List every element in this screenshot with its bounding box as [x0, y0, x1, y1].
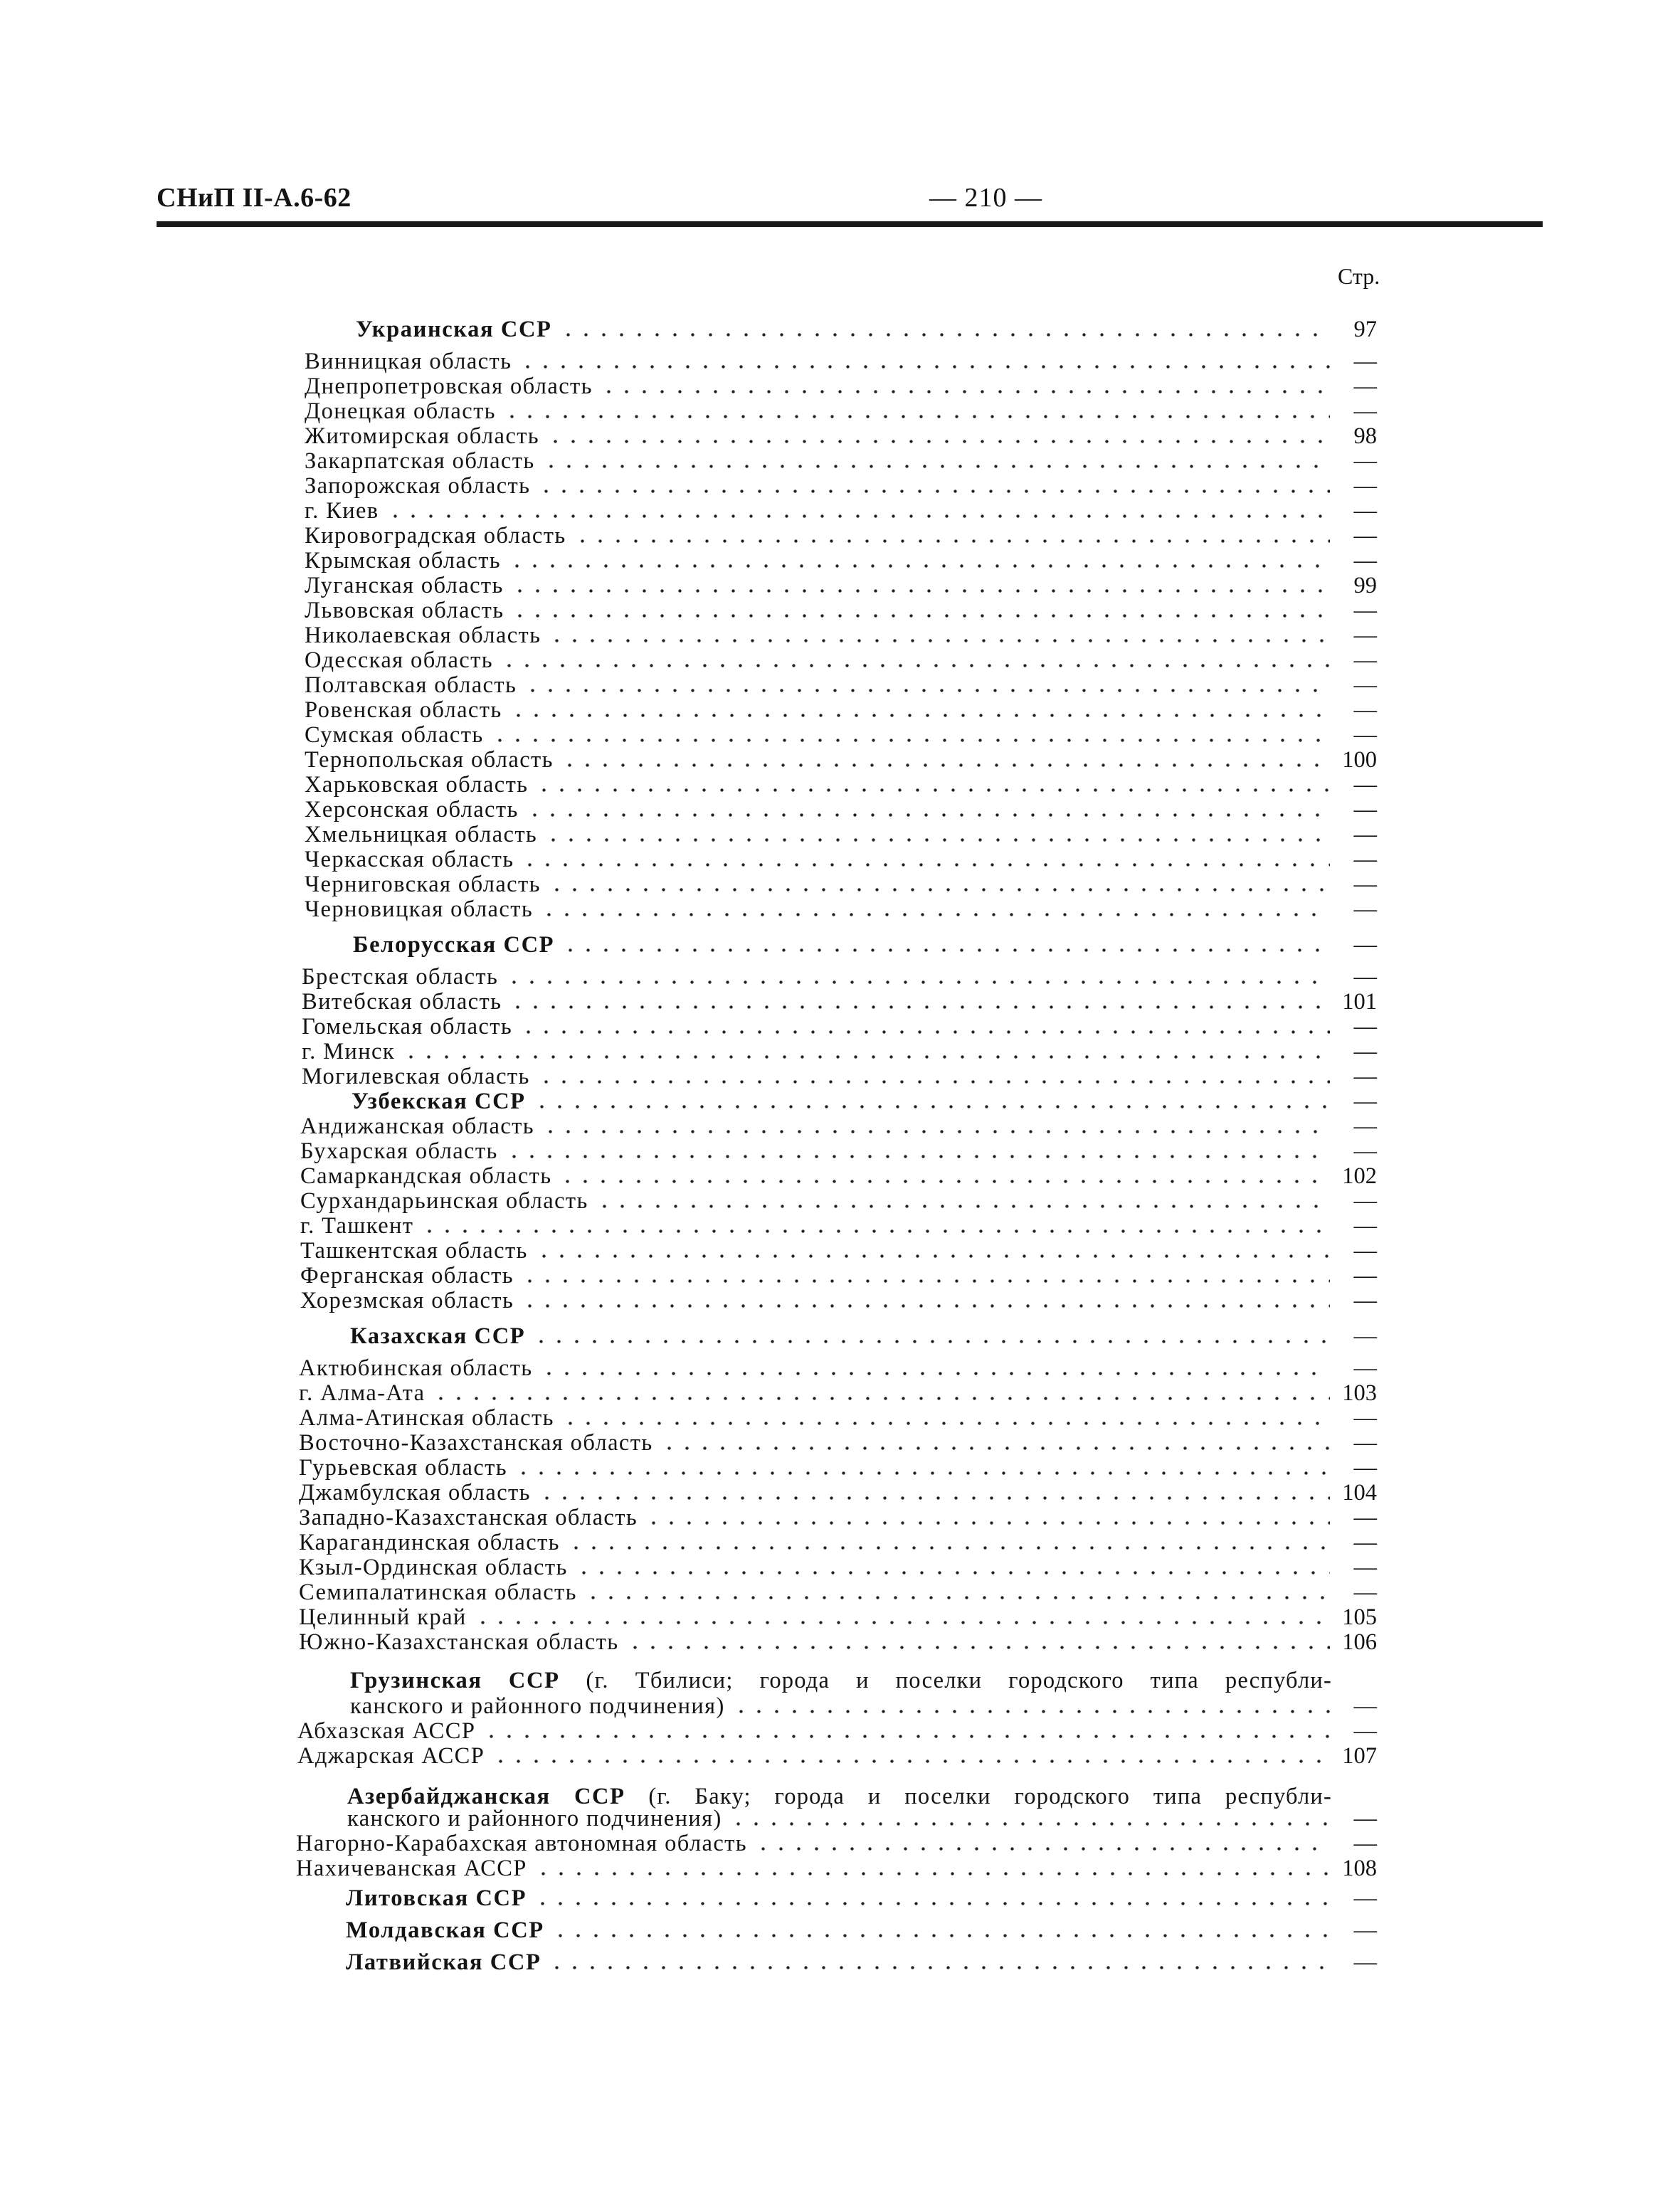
toc-entry — [305, 523, 1377, 549]
dot-leader — [505, 964, 1330, 990]
page-ref: — — [1353, 1238, 1377, 1264]
section-note-continued: канского и районного подчинения) — [347, 1806, 722, 1831]
toc-entry — [305, 672, 1377, 698]
entry-label: Херсонская область — [305, 797, 519, 822]
section-title: Грузинская ССР — [350, 1668, 560, 1693]
toc-entry — [297, 1718, 1377, 1744]
entry-label: Хорезмская область — [300, 1288, 514, 1313]
dot-leader — [503, 398, 1330, 424]
entry-label: Аджарская АССР — [297, 1743, 485, 1769]
dot-leader — [521, 847, 1330, 872]
page-ref: 99 — [1353, 573, 1377, 598]
toc-entry — [299, 1480, 1377, 1506]
entry-label: Черкасская область — [305, 847, 514, 872]
page-ref: — — [1353, 1555, 1377, 1580]
toc-entry — [302, 964, 1377, 990]
dot-leader — [567, 1530, 1330, 1555]
page-ref: — — [1353, 1188, 1377, 1214]
toc-entry — [299, 1505, 1377, 1530]
page-ref: — — [1353, 623, 1377, 648]
toc-entry — [299, 1580, 1377, 1605]
dot-leader — [509, 697, 1330, 723]
dot-leader — [526, 797, 1330, 822]
section-title: Литовская ССР — [346, 1885, 527, 1911]
toc-entry — [305, 448, 1377, 474]
page-ref: 104 — [1342, 1480, 1377, 1506]
dot-leader — [660, 1430, 1330, 1456]
entry-label: Ферганская область — [300, 1263, 514, 1289]
toc-entry — [305, 374, 1377, 399]
toc-entry — [305, 697, 1377, 723]
toc-entry — [299, 1604, 1377, 1630]
page-ref: — — [1353, 548, 1377, 573]
dot-leader — [514, 1455, 1330, 1481]
page-ref: 102 — [1342, 1163, 1377, 1189]
dot-leader — [535, 772, 1330, 798]
page-ref: — — [1353, 1039, 1377, 1064]
dot-leader — [532, 1323, 1330, 1349]
dot-leader — [561, 932, 1330, 958]
section-note-continued: канского и районного подчинения) — [350, 1693, 725, 1719]
toc-entry — [300, 1138, 1377, 1164]
dot-leader — [548, 623, 1330, 648]
page-ref: — — [1353, 349, 1377, 374]
toc-entry — [297, 1743, 1377, 1769]
entry-label: Запорожская область — [305, 473, 531, 499]
toc-section-heading — [352, 1089, 1377, 1114]
page-ref: 105 — [1342, 1604, 1377, 1630]
toc-section-heading — [346, 1949, 1377, 1975]
page-ref: 106 — [1342, 1629, 1377, 1655]
dot-leader — [575, 1555, 1330, 1580]
dot-leader — [559, 1163, 1330, 1189]
dot-leader — [596, 1188, 1330, 1214]
entry-label: Самаркандская область — [300, 1163, 552, 1189]
toc-section-heading — [350, 1323, 1377, 1349]
page-ref: — — [1353, 647, 1377, 673]
dot-leader — [519, 1014, 1330, 1039]
entry-label: Сумская область — [305, 722, 484, 748]
dot-leader — [492, 1743, 1330, 1769]
entry-label: Черновицкая область — [305, 896, 534, 922]
entry-label: Днепропетровская область — [305, 374, 593, 399]
page-ref: — — [1353, 1138, 1377, 1164]
page-ref: — — [1353, 1014, 1377, 1039]
entry-label: Карагандинская область — [299, 1530, 560, 1555]
page-ref: 107 — [1342, 1743, 1377, 1769]
toc-entry — [302, 1064, 1377, 1089]
dot-leader — [645, 1505, 1330, 1530]
entry-label: Нахичеванская АССР — [296, 1856, 527, 1881]
entry-label: Черниговская область — [305, 872, 541, 897]
entry-label: Одесская область — [305, 647, 493, 673]
entry-label: Ташкентская область — [300, 1238, 528, 1264]
toc-entry — [305, 722, 1377, 748]
toc-entry — [299, 1355, 1377, 1381]
dot-leader — [729, 1806, 1330, 1831]
toc-entry — [350, 1693, 1377, 1719]
toc-entry — [305, 772, 1377, 798]
dot-leader — [561, 1405, 1330, 1431]
page-ref: 98 — [1353, 423, 1377, 449]
dot-leader — [537, 473, 1330, 499]
section-title: Азербайджанская ССР — [347, 1784, 625, 1809]
dot-leader — [491, 722, 1330, 748]
toc-entry — [305, 473, 1377, 499]
page-ref: — — [1353, 1089, 1377, 1114]
dot-leader — [505, 1138, 1330, 1164]
dot-leader — [754, 1831, 1330, 1856]
entry-label: Винницкая область — [305, 349, 512, 374]
dot-leader — [482, 1718, 1330, 1744]
page-ref: — — [1353, 374, 1377, 399]
document-code: СНиП II-А.6-62 — [157, 183, 352, 213]
dot-leader — [540, 896, 1330, 922]
entry-label: Сурхандарьинская область — [300, 1188, 588, 1214]
dot-leader — [421, 1213, 1330, 1239]
page-ref: — — [1353, 1064, 1377, 1089]
page-ref: — — [1353, 1288, 1377, 1313]
page-ref: — — [1353, 448, 1377, 474]
dot-leader — [559, 317, 1331, 342]
page-ref: — — [1353, 872, 1377, 897]
page-ref: 103 — [1342, 1380, 1377, 1406]
dot-leader — [519, 349, 1330, 374]
page-ref: — — [1353, 523, 1377, 549]
dot-leader — [509, 989, 1330, 1015]
entry-label: г. Минск — [302, 1039, 396, 1064]
dot-leader — [521, 1263, 1330, 1289]
entry-label: Алма-Атинская область — [299, 1405, 554, 1431]
dot-leader — [600, 374, 1330, 399]
entry-label: Гомельская область — [302, 1014, 513, 1039]
dot-leader — [533, 1089, 1330, 1114]
dot-leader — [402, 1039, 1330, 1064]
page-ref: — — [1353, 1885, 1377, 1911]
entry-label: Бухарская область — [300, 1138, 498, 1164]
toc-entry — [300, 1113, 1377, 1139]
dot-leader — [574, 523, 1330, 549]
entry-label: Донецкая область — [305, 398, 496, 424]
page-ref: — — [1353, 1831, 1377, 1856]
toc-entry — [305, 623, 1377, 648]
dot-leader — [538, 1480, 1330, 1506]
entry-label: Южно-Казахстанская область — [299, 1629, 619, 1655]
page-ref: — — [1353, 1430, 1377, 1456]
entry-label: Брестская область — [302, 964, 499, 990]
entry-label: Семипалатинская область — [299, 1580, 577, 1605]
toc-entry — [299, 1455, 1377, 1481]
dot-leader — [541, 1113, 1330, 1139]
page-ref: — — [1353, 896, 1377, 922]
dot-leader — [386, 498, 1330, 524]
page-ref: — — [1353, 797, 1377, 822]
entry-label: Львовская область — [305, 598, 504, 623]
toc-entry — [299, 1380, 1377, 1406]
entry-label: Тернопольская область — [305, 747, 554, 773]
dot-leader — [626, 1629, 1330, 1655]
toc-entry — [305, 573, 1377, 598]
dot-leader — [584, 1580, 1330, 1605]
dot-leader — [540, 1355, 1330, 1381]
page-ref: 108 — [1342, 1856, 1377, 1881]
dot-leader — [511, 573, 1330, 598]
dot-leader — [521, 1288, 1330, 1313]
entry-label: Николаевская область — [305, 623, 541, 648]
page-ref: — — [1353, 498, 1377, 524]
toc-entry — [299, 1530, 1377, 1555]
toc-section-heading — [347, 1784, 1332, 1809]
page-ref: — — [1353, 722, 1377, 748]
page-ref: — — [1353, 1530, 1377, 1555]
page-ref: — — [1353, 1949, 1377, 1975]
entry-label: Гурьевская область — [299, 1455, 507, 1481]
page-ref: 97 — [1353, 317, 1377, 342]
dot-leader — [561, 747, 1330, 773]
toc-entry — [305, 598, 1377, 623]
page-column-label: Стр. — [1338, 263, 1380, 289]
page-ref: — — [1353, 697, 1377, 723]
page-ref: — — [1353, 1355, 1377, 1381]
dot-leader — [535, 1238, 1330, 1264]
dot-leader — [551, 1917, 1330, 1943]
entry-label: Житомирская область — [305, 423, 540, 449]
page-ref: — — [1353, 847, 1377, 872]
page-ref: 100 — [1342, 747, 1377, 773]
entry-label: г. Киев — [305, 498, 379, 524]
dot-leader — [542, 448, 1330, 474]
entry-label: Кировоградская область — [305, 523, 566, 549]
toc-entry — [305, 548, 1377, 573]
toc-entry — [299, 1555, 1377, 1580]
toc-entry — [300, 1288, 1377, 1313]
dot-leader — [548, 1949, 1330, 1975]
toc-entry — [305, 872, 1377, 897]
page-ref: — — [1353, 1113, 1377, 1139]
page-ref: — — [1353, 1806, 1377, 1831]
dot-leader — [548, 872, 1330, 897]
dot-leader — [474, 1604, 1330, 1630]
section-title: Молдавская ССР — [346, 1917, 544, 1943]
toc-entry — [302, 989, 1377, 1015]
toc-entry — [296, 1856, 1377, 1881]
toc-entry — [299, 1405, 1377, 1431]
dot-leader — [544, 822, 1330, 847]
toc-entry — [305, 896, 1377, 922]
toc-entry — [296, 1831, 1377, 1856]
entry-label: Хмельницкая область — [305, 822, 538, 847]
entry-label: Восточно-Казахстанская область — [299, 1430, 653, 1456]
dot-leader — [534, 1856, 1330, 1881]
page-ref: — — [1353, 598, 1377, 623]
entry-label: Могилевская область — [302, 1064, 530, 1089]
toc-entry — [300, 1238, 1377, 1264]
page-ref: — — [1353, 772, 1377, 798]
section-title: Узбекская ССР — [352, 1089, 526, 1114]
dot-leader — [537, 1064, 1330, 1089]
section-note: (г. Баку; города и поселки городского типа республи- — [648, 1784, 1332, 1809]
toc-entry — [302, 1014, 1377, 1039]
dot-leader — [732, 1693, 1330, 1719]
toc-entry — [347, 1806, 1377, 1831]
toc-section-heading — [346, 1885, 1377, 1911]
page-ref: — — [1353, 1213, 1377, 1239]
entry-label: Закарпатская область — [305, 448, 535, 474]
entry-label: Харьковская область — [305, 772, 529, 798]
section-title: Казахская ССР — [350, 1323, 526, 1349]
entry-label: Витебская область — [302, 989, 502, 1015]
entry-label: Западно-Казахстанская область — [299, 1505, 638, 1530]
entry-label: г. Алма-Ата — [299, 1380, 426, 1406]
page-ref: — — [1353, 1323, 1377, 1349]
section-title: Белорусская ССР — [353, 932, 555, 958]
page-ref: 101 — [1342, 989, 1377, 1015]
toc-entry — [299, 1430, 1377, 1456]
entry-label: Кзыл-Ординская область — [299, 1555, 568, 1580]
toc-entry — [305, 797, 1377, 822]
dot-leader — [524, 672, 1330, 698]
dot-leader — [511, 598, 1330, 623]
page-ref: — — [1353, 398, 1377, 424]
entry-label: Джамбулская область — [299, 1480, 531, 1506]
section-note: (г. Тбилиси; города и поселки городского типа республи- — [586, 1668, 1332, 1693]
section-title: Украинская ССР — [356, 317, 552, 342]
toc-entry — [305, 822, 1377, 847]
entry-label: Целинный край — [299, 1604, 467, 1630]
entry-label: Абхазская АССР — [297, 1718, 476, 1744]
page-ref: — — [1353, 1455, 1377, 1481]
page-ref: — — [1353, 1505, 1377, 1530]
toc-entry — [300, 1263, 1377, 1289]
toc-entry — [305, 847, 1377, 872]
page-ref: — — [1353, 1718, 1377, 1744]
dot-leader — [508, 548, 1330, 573]
dot-leader — [546, 423, 1330, 449]
page-ref: — — [1353, 1580, 1377, 1605]
entry-label: Полтавская область — [305, 672, 517, 698]
entry-label: Луганская область — [305, 573, 504, 598]
entry-label: г. Ташкент — [300, 1213, 414, 1239]
dot-leader — [432, 1380, 1330, 1406]
page-ref: — — [1353, 1693, 1377, 1719]
entry-label: Актюбинская область — [299, 1355, 533, 1381]
toc-entry — [305, 498, 1377, 524]
page-ref: — — [1353, 672, 1377, 698]
toc-entry — [305, 647, 1377, 673]
toc-section-heading — [353, 932, 1377, 958]
toc-entry — [300, 1163, 1377, 1189]
toc-entry — [302, 1039, 1377, 1064]
entry-label: Крымская область — [305, 548, 502, 573]
toc-section-heading — [350, 1668, 1332, 1693]
page-ref: — — [1353, 964, 1377, 990]
page-ref: — — [1353, 822, 1377, 847]
toc-section-heading — [356, 317, 1377, 342]
section-title: Латвийская ССР — [346, 1949, 541, 1975]
dot-leader — [500, 647, 1330, 673]
page-ref: — — [1353, 1405, 1377, 1431]
toc-entry — [305, 423, 1377, 449]
page-ref: — — [1353, 473, 1377, 499]
toc-entry — [305, 398, 1377, 424]
page-ref: — — [1353, 932, 1377, 958]
entry-label: Ровенская область — [305, 697, 502, 723]
dot-leader — [534, 1885, 1330, 1911]
page-ref: — — [1353, 1263, 1377, 1289]
page-number: — 210 — — [929, 183, 1042, 213]
toc-entry — [305, 349, 1377, 374]
entry-label: Нагорно-Карабахская автономная область — [296, 1831, 747, 1856]
toc-section-heading — [346, 1917, 1377, 1943]
page-ref: — — [1353, 1917, 1377, 1943]
toc-entry — [300, 1188, 1377, 1214]
toc-entry — [305, 747, 1377, 773]
toc-entry — [299, 1629, 1377, 1655]
toc-entry — [300, 1213, 1377, 1239]
entry-label: Андижанская область — [300, 1113, 534, 1139]
